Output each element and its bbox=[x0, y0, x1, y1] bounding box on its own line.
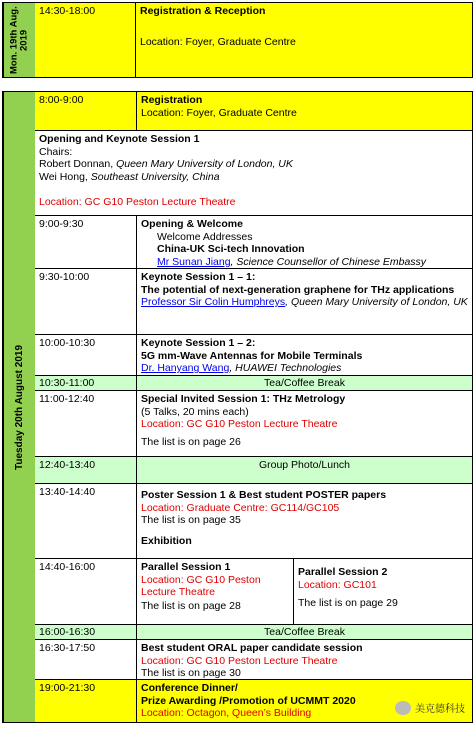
event-title: Keynote Session 1 – 2: bbox=[141, 337, 256, 349]
event-title: Parallel Session 2 bbox=[298, 566, 388, 578]
day1-table bbox=[2, 2, 473, 78]
speaker-link[interactable]: Dr. Hanyang Wang bbox=[141, 362, 230, 374]
parallel-sessions bbox=[137, 559, 472, 624]
event-location: Location: Octagon, Queen’s Building bbox=[141, 707, 312, 719]
page-reference: The list is on page 28 bbox=[141, 599, 241, 612]
schedule-row-registration bbox=[35, 92, 472, 131]
schedule-row-tea-1 bbox=[35, 376, 472, 391]
event-title: Tea/Coffee Break bbox=[264, 377, 345, 389]
event-location: Location: GC101 bbox=[298, 578, 377, 591]
time-cell: 14:40-16:00 bbox=[35, 559, 137, 624]
event-cell bbox=[137, 335, 472, 375]
page-reference: The list is on page 29 bbox=[298, 597, 398, 609]
parallel-session-2 bbox=[294, 559, 472, 624]
parallel-session-1 bbox=[137, 559, 294, 624]
event-title: Best student ORAL paper candidate session bbox=[141, 642, 363, 654]
time-cell: 16:30-17:50 bbox=[35, 640, 137, 679]
event-title: Special Invited Session 1: THz Metrology bbox=[141, 393, 346, 405]
schedule-row-keynote-2 bbox=[35, 335, 472, 376]
chairs-label: Chairs: bbox=[39, 145, 73, 158]
event-title: Registration bbox=[141, 94, 203, 106]
speaker-link[interactable]: Mr Sunan Jiang bbox=[157, 255, 231, 268]
time-cell: 9:30-10:00 bbox=[35, 269, 137, 334]
schedule-row-keynote-1 bbox=[35, 269, 472, 335]
time-cell: 12:40-13:40 bbox=[35, 457, 137, 483]
day2-table bbox=[2, 91, 473, 723]
event-title: Poster Session 1 & Best student POSTER papers bbox=[141, 489, 387, 501]
speaker-link[interactable]: Professor Sir Colin Humphreys bbox=[141, 296, 286, 308]
event-line: Welcome Addresses bbox=[157, 230, 253, 243]
event-title: Opening and Keynote Session 1 bbox=[39, 133, 200, 145]
speaker: Mr Sunan Jiang, Science Counsellor of Chinese Embassy bbox=[157, 255, 427, 268]
event-cell bbox=[137, 391, 472, 456]
schedule-row-oral bbox=[35, 640, 472, 680]
event-title: Conference Dinner/ bbox=[141, 682, 238, 694]
schedule-row-opening bbox=[35, 131, 472, 216]
day1-title: Registration & Reception bbox=[140, 5, 266, 17]
time-cell: 11:00-12:40 bbox=[35, 391, 137, 456]
page-reference: The list is on page 30 bbox=[141, 667, 241, 679]
event-cell bbox=[137, 269, 472, 334]
day1-label: Mon. 19th Aug. 2019 bbox=[3, 3, 35, 77]
time-cell: 13:40-14:40 bbox=[35, 484, 137, 558]
event-location: Location: Graduate Centre: GC114/GC105 bbox=[141, 501, 340, 514]
event-line: China-UK Sci-tech Innovation bbox=[157, 243, 305, 255]
talk-topic: The potential of next-generation graphene for THz applications bbox=[141, 283, 455, 296]
schedule-row-photo bbox=[35, 457, 472, 484]
time-cell: 16:00-16:30 bbox=[35, 625, 137, 639]
exhibition-label: Exhibition bbox=[141, 534, 192, 547]
time-cell: 8:00-9:00 bbox=[35, 92, 137, 130]
time-cell: 9:00-9:30 bbox=[35, 216, 137, 268]
event-location: Location: GC G10 Peston Lecture Theatre bbox=[141, 418, 338, 430]
chair-2: Wei Hong, Southeast University, China bbox=[39, 170, 220, 183]
schedule-row-welcome bbox=[35, 216, 472, 269]
schedule-row-special bbox=[35, 391, 472, 457]
event-cell bbox=[137, 640, 472, 679]
schedule-row-tea-2 bbox=[35, 625, 472, 640]
schedule-row-poster bbox=[35, 484, 472, 559]
day1-event bbox=[136, 3, 472, 77]
day1-time: 14:30-18:00 bbox=[35, 3, 136, 77]
event-title-2: Prize Awarding /Promotion of UCMMT 2020 bbox=[141, 694, 356, 707]
event-title: Keynote Session 1 – 1: bbox=[141, 271, 256, 283]
event-cell bbox=[137, 484, 472, 558]
event-title: Parallel Session 1 bbox=[141, 561, 231, 573]
chair-1: Robert Donnan, Queen Mary University of London, UK bbox=[39, 158, 293, 170]
event-title: Tea/Coffee Break bbox=[264, 626, 345, 638]
day2-label: Tuesday 20th August 2019 bbox=[3, 92, 35, 722]
talk-topic: 5G mm-Wave Antennas for Mobile Terminals bbox=[141, 349, 363, 362]
event-subtitle: (5 Talks, 20 mins each) bbox=[141, 405, 249, 418]
schedule-row-parallel bbox=[35, 559, 472, 625]
event-location: Location: Foyer, Graduate Centre bbox=[141, 106, 297, 119]
event-cell bbox=[137, 92, 472, 130]
page-reference: The list is on page 35 bbox=[141, 514, 241, 526]
event-title: Opening & Welcome bbox=[141, 218, 243, 230]
event-cell bbox=[137, 216, 472, 268]
event-location: Location: GC G10 Peston Lecture Theatre bbox=[141, 654, 338, 667]
wechat-icon bbox=[395, 701, 411, 715]
watermark bbox=[395, 700, 465, 715]
speaker: Dr. Hanyang Wang, HUAWEI Technologies bbox=[141, 362, 342, 374]
event-location: Location: GC G10 Peston Lecture Theatre bbox=[141, 573, 261, 598]
watermark-text: 美克德科技 bbox=[415, 704, 465, 715]
event-location: Location: GC G10 Peston Lecture Theatre bbox=[39, 196, 236, 208]
page-reference: The list is on page 26 bbox=[141, 435, 241, 448]
event-title: Group Photo/Lunch bbox=[258, 459, 351, 471]
time-cell: 10:00-10:30 bbox=[35, 335, 137, 375]
time-cell: 10:30-11:00 bbox=[35, 376, 137, 390]
time-cell: 19:00-21:30 bbox=[35, 680, 137, 722]
speaker: Professor Sir Colin Humphreys, Queen Mary University of London, UK bbox=[141, 296, 468, 308]
event-cell bbox=[35, 131, 472, 215]
day1-location: Location: Foyer, Graduate Centre bbox=[140, 35, 296, 48]
